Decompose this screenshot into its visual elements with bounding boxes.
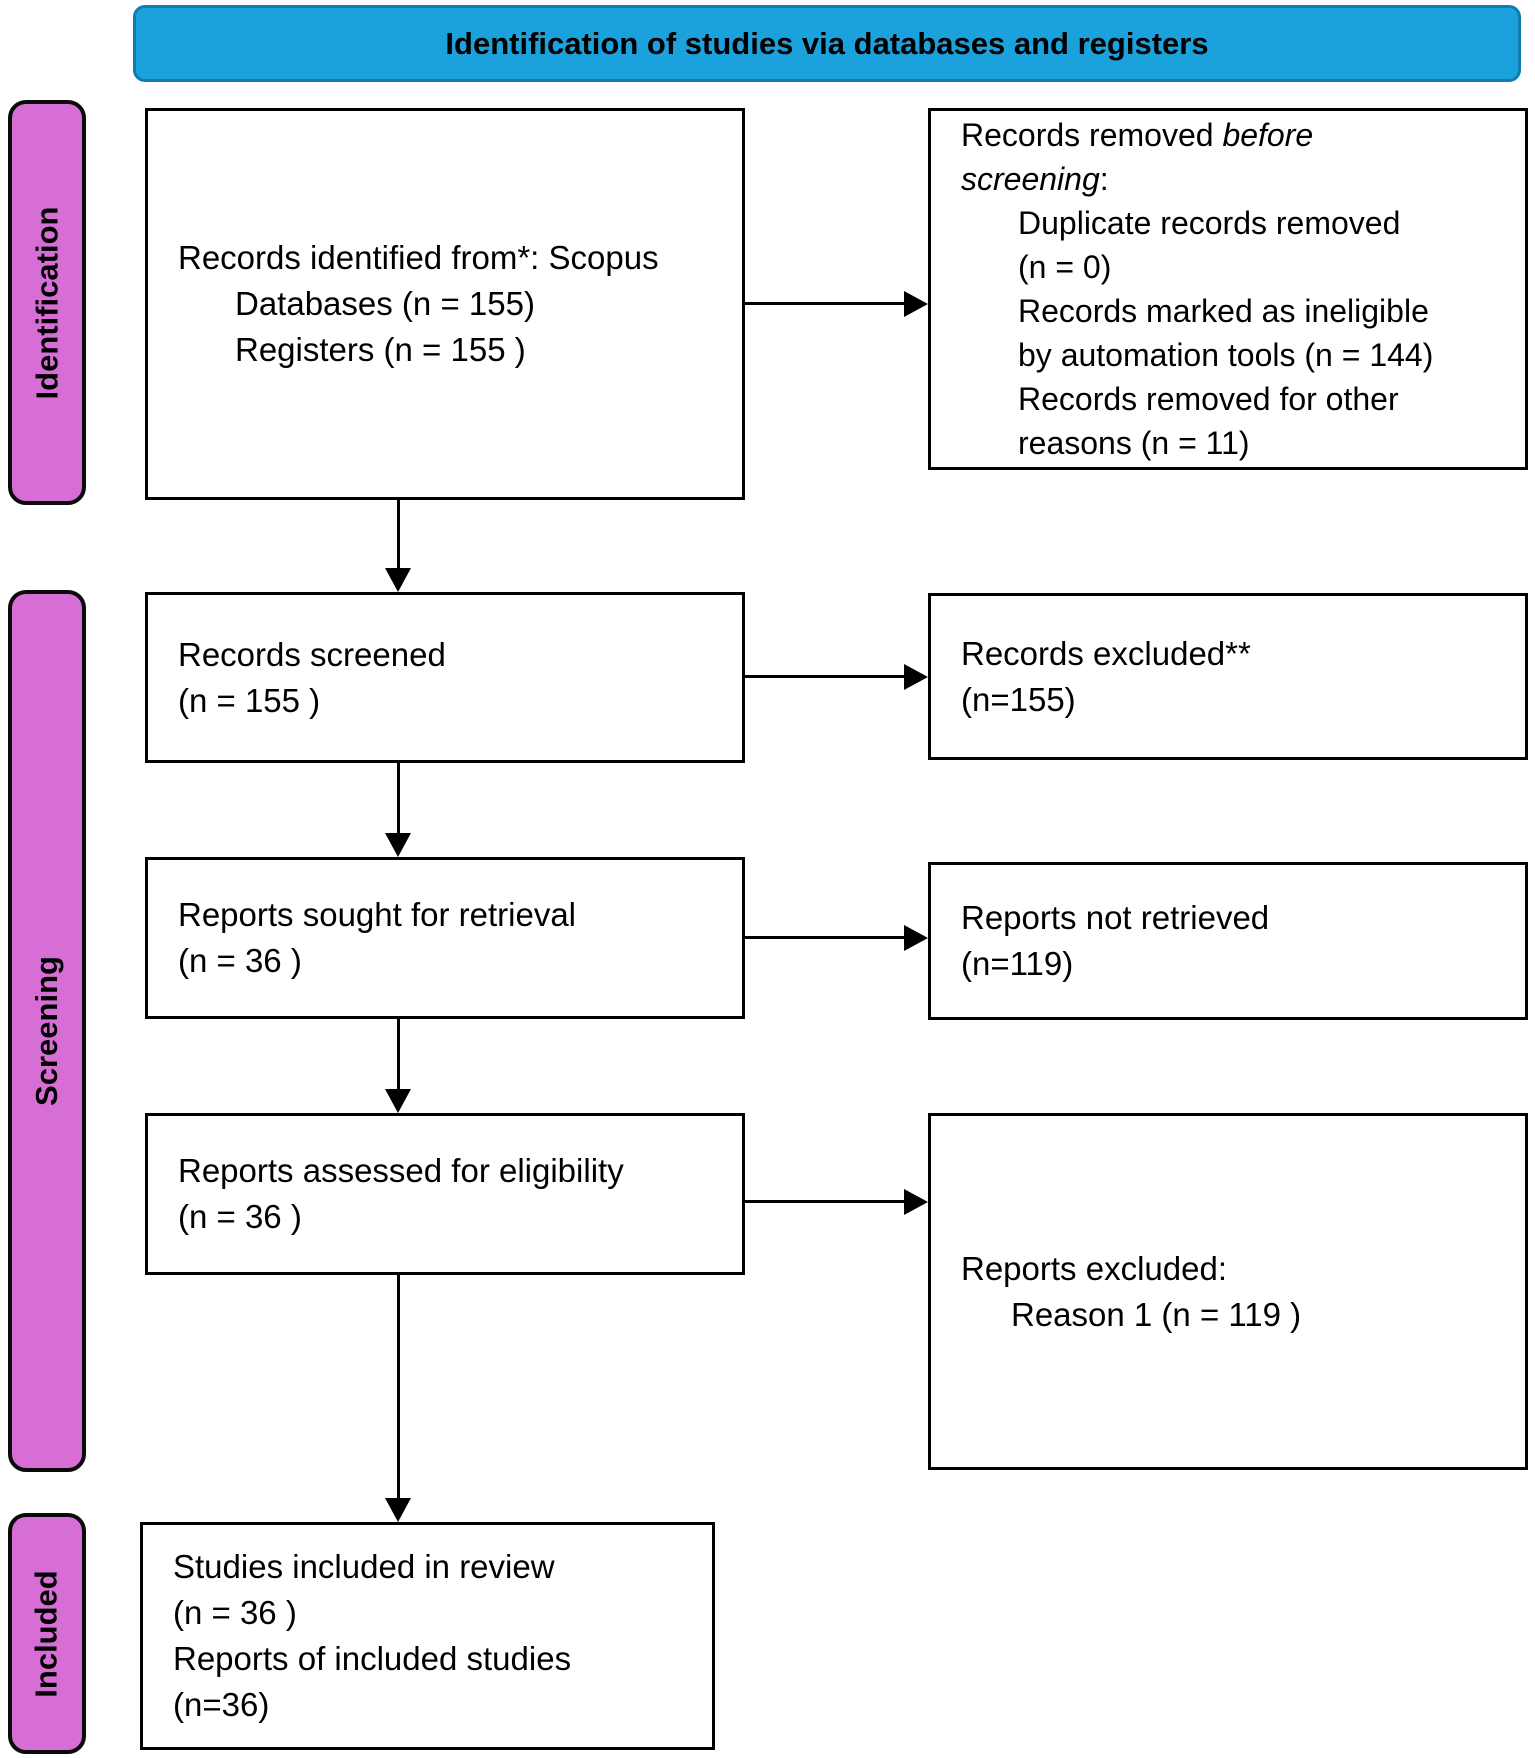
stage-bar-identification — [8, 100, 86, 505]
box-records-excluded — [928, 593, 1528, 760]
box-line: Reports of included studies — [173, 1640, 572, 1677]
box-line: Databases (n = 155) — [235, 285, 535, 322]
box-records-screened — [145, 592, 745, 763]
arrowhead-identified-to-screened — [385, 568, 411, 592]
box-line: Records excluded** — [961, 634, 1251, 672]
box-line: (n = 0) — [1018, 249, 1112, 285]
arrow-screened-to-sought — [397, 763, 400, 835]
box-line: Records removed before — [961, 117, 1314, 153]
box-line: Registers (n = 155 ) — [235, 331, 526, 368]
stage-label-included: Included — [29, 1569, 65, 1698]
box-line: (n = 36 ) — [178, 942, 302, 979]
arrow-sought-to-assessed — [397, 1019, 400, 1091]
arrow-assessed-to-reports-excluded — [745, 1200, 906, 1203]
box-line: by automation tools (n = 144) — [1018, 337, 1434, 373]
arrowhead-sought-to-not-retrieved — [904, 925, 928, 951]
arrow-screened-to-excluded — [745, 675, 906, 678]
box-line: Records identified from*: Scopus — [178, 239, 659, 276]
stage-label-screening: Screening — [29, 956, 65, 1106]
box-line: reasons (n = 11) — [1018, 425, 1250, 461]
arrow-sought-to-not-retrieved — [745, 936, 906, 939]
box-line: Reports assessed for eligibility — [178, 1152, 624, 1189]
box-line: Studies included in review — [173, 1548, 555, 1585]
stage-label-identification: Identification — [29, 206, 65, 399]
box-line: Reports excluded: — [961, 1249, 1227, 1287]
header-title: Identification of studies via databases and registers — [445, 25, 1209, 61]
box-studies-included — [140, 1522, 715, 1750]
stage-bar-screening — [8, 590, 86, 1472]
box-line: Reports not retrieved — [961, 899, 1270, 936]
box-line: Records marked as ineligible — [1018, 293, 1429, 329]
box-records-identified — [145, 108, 745, 500]
box-reports-not-retrieved — [928, 862, 1528, 1020]
arrow-identified-to-screened — [397, 500, 400, 570]
arrow-assessed-to-included — [397, 1275, 400, 1500]
box-reports-assessed — [145, 1113, 745, 1275]
box-records-removed — [928, 108, 1528, 470]
arrowhead-screened-to-excluded — [904, 664, 928, 690]
box-line: (n=36) — [173, 1686, 270, 1723]
box-line: screening: — [961, 161, 1109, 197]
box-line: Records screened — [178, 635, 446, 673]
box-line: Reason 1 (n = 119 ) — [1011, 1295, 1302, 1333]
stage-bar-included — [8, 1513, 86, 1754]
box-reports-excluded — [928, 1113, 1528, 1470]
box-line: (n=119) — [961, 945, 1074, 982]
arrowhead-screened-to-sought — [385, 833, 411, 857]
arrow-identified-to-removed — [745, 302, 906, 305]
box-line: (n = 36 ) — [178, 1198, 302, 1235]
arrowhead-sought-to-assessed — [385, 1089, 411, 1113]
box-reports-sought — [145, 857, 745, 1019]
box-line: Reports sought for retrieval — [178, 896, 577, 933]
box-line: (n = 36 ) — [173, 1594, 297, 1631]
arrowhead-assessed-to-reports-excluded — [904, 1189, 928, 1215]
header-banner — [133, 5, 1521, 82]
box-line: Duplicate records removed — [1018, 205, 1401, 241]
arrowhead-assessed-to-included — [385, 1498, 411, 1522]
box-line: (n=155) — [961, 680, 1076, 718]
arrowhead-identified-to-removed — [904, 291, 928, 317]
box-line: (n = 155 ) — [178, 681, 321, 719]
box-line: Records removed for other — [1018, 381, 1399, 417]
